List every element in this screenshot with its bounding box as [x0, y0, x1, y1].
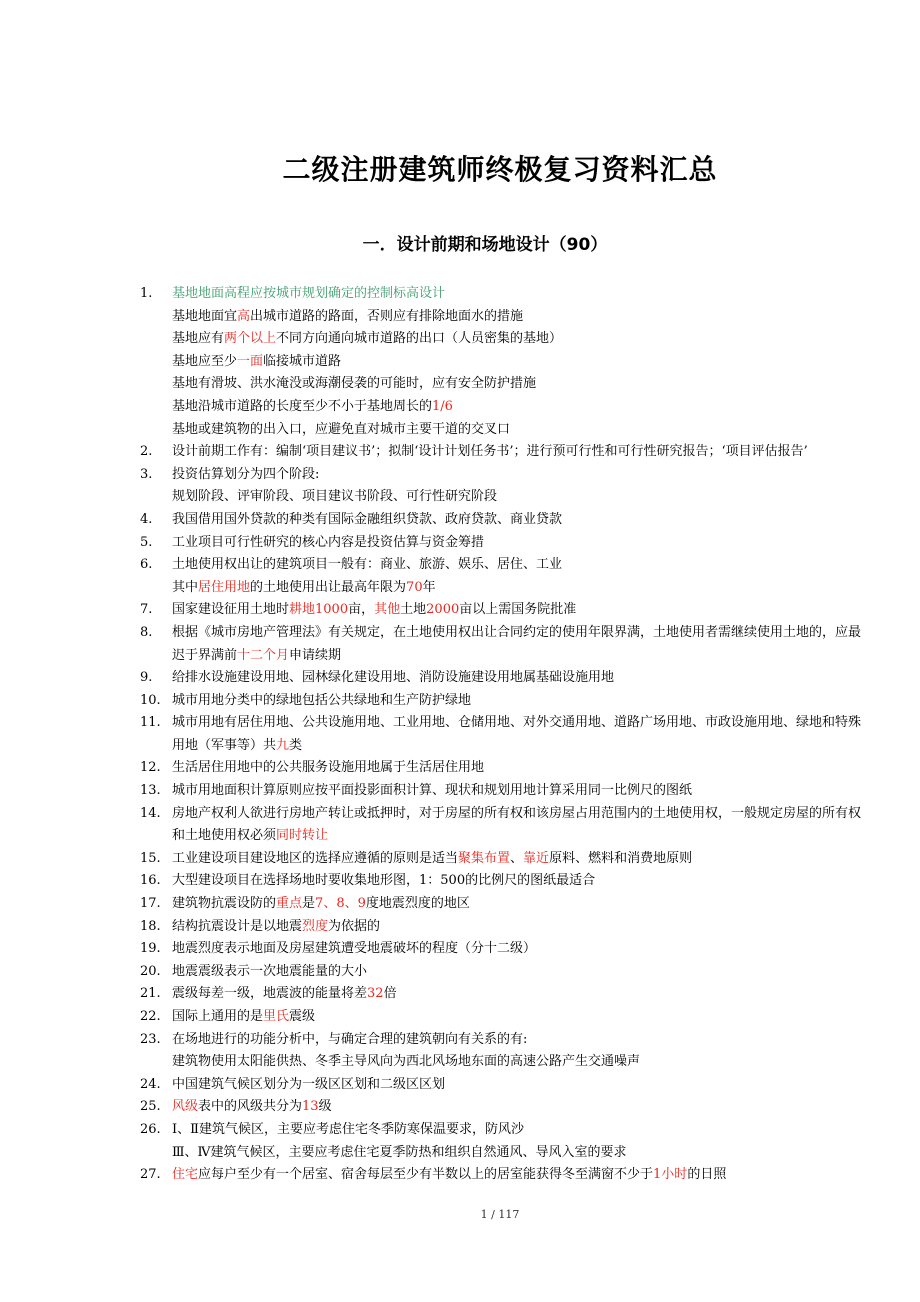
text-segment: 年	[422, 579, 436, 595]
item-text	[172, 1142, 865, 1165]
list-item	[140, 1164, 865, 1187]
list-item	[140, 893, 865, 916]
text-segment: 级	[318, 1099, 332, 1115]
list-item	[140, 283, 865, 306]
highlighted-text: 一面	[237, 353, 264, 369]
item-number	[140, 328, 172, 351]
highlighted-text: 九	[276, 737, 290, 753]
list-item	[140, 1119, 865, 1142]
item-number	[140, 351, 172, 374]
list-item	[140, 306, 865, 329]
highlighted-text: 靠近	[523, 850, 550, 866]
item-number: 25.	[140, 1099, 161, 1115]
text-segment: 申请续期	[289, 647, 342, 663]
highlighted-text: 高	[237, 308, 251, 324]
list-item	[140, 373, 865, 396]
item-number	[140, 419, 172, 442]
item-text	[172, 983, 865, 1006]
highlighted-text: 其他	[374, 602, 401, 618]
text-segment: 土地	[400, 602, 427, 618]
item-text	[172, 283, 865, 306]
item-text	[172, 419, 865, 442]
text-segment: 震级每差一级，地震波的能量将差	[172, 986, 368, 1002]
item-number	[140, 577, 172, 600]
highlighted-text: 耕地1000	[289, 602, 349, 618]
highlighted-text: 2000	[426, 602, 460, 618]
highlighted-text: 两个以上	[224, 331, 277, 347]
item-text	[172, 306, 865, 329]
item-text	[172, 396, 865, 419]
list-item	[140, 328, 865, 351]
text-segment: 工业项目可行性研究的核心内容是投资估算与资金筹措	[172, 534, 485, 550]
item-number: 18.	[140, 918, 161, 934]
list-item	[140, 757, 865, 780]
text-segment: Ⅲ、Ⅳ建筑气候区，主要应考虑住宅夏季防热和组织自然通风、导风入室的要求	[172, 1144, 627, 1160]
text-segment: 城市用地有居住用地、公共设施用地、工业用地、仓储用地、对外交通用地、道路广场用地、市政设施用地、绿地和特殊用地（军事等）共	[172, 715, 862, 753]
item-number	[140, 486, 172, 509]
item-text	[172, 870, 865, 893]
text-segment: 基地应至少	[172, 353, 238, 369]
item-text	[172, 464, 865, 487]
text-segment: 工业建设项目建设地区的选择应遵循的原则是适当	[172, 850, 459, 866]
item-number: 8.	[140, 624, 153, 640]
text-segment: 中国建筑气候区划分为一级区区划和二级区区划	[172, 1076, 446, 1092]
text-segment: 为依据的	[328, 918, 381, 934]
item-text	[172, 1074, 865, 1097]
item-text	[172, 712, 865, 757]
list-item	[140, 577, 865, 600]
text-segment: 投资估算划分为四个阶段:	[172, 466, 320, 482]
text-segment: 其中	[172, 579, 199, 595]
item-number: 11.	[140, 715, 161, 731]
highlighted-text: 十二个月	[237, 647, 290, 663]
text-segment: 、	[510, 850, 524, 866]
list-item	[140, 938, 865, 961]
item-number	[140, 306, 172, 329]
text-segment: 度地震烈度的地区	[365, 896, 470, 912]
list-item	[140, 599, 865, 622]
text-segment: 的日照	[687, 1167, 727, 1183]
item-number: 22.	[140, 1009, 161, 1024]
highlighted-text: 重点	[276, 896, 303, 912]
highlighted-text: 风级	[172, 1099, 199, 1115]
text-segment: 规划阶段、评审阶段、项目建议书阶段、可行性研究阶段	[172, 489, 498, 505]
item-number	[140, 1142, 172, 1165]
highlighted-text: 里氏	[263, 1009, 290, 1024]
highlighted-text: 1/6	[432, 398, 453, 414]
list-item	[140, 667, 865, 690]
text-segment: 生活居住用地中的公共服务设施用地属于生活居住用地	[172, 760, 485, 776]
item-number: 23.	[140, 1031, 161, 1047]
text-segment: 基地沿城市道路的长度至少不小于基地周长的	[172, 398, 433, 414]
text-segment: 结构抗震设计是以地震	[172, 918, 303, 934]
list-item	[140, 983, 865, 1006]
highlighted-text: 聚集布置	[458, 850, 511, 866]
item-text	[172, 893, 865, 916]
list-item	[140, 441, 865, 464]
item-list	[140, 283, 865, 1187]
list-item	[140, 848, 865, 871]
item-number: 19.	[140, 941, 161, 957]
text-segment: 的土地使用出让最高年限为	[250, 579, 407, 595]
item-number: 5.	[140, 534, 153, 550]
item-number: 13.	[140, 783, 161, 799]
item-number: 24.	[140, 1076, 161, 1092]
item-number: 2.	[140, 444, 153, 460]
highlighted-text: 同时转让	[276, 828, 329, 844]
text-segment: 基地有滑坡、洪水淹没或海潮侵袭的可能时，应有安全防护措施	[172, 376, 537, 392]
item-text	[172, 667, 865, 690]
item-number: 26.	[140, 1121, 161, 1137]
list-item	[140, 486, 865, 509]
item-text	[172, 690, 865, 713]
item-number: 4.	[140, 511, 153, 527]
text-segment: 国家建设征用土地时	[172, 602, 290, 618]
list-item	[140, 1029, 865, 1052]
highlighted-text: 居住用地	[198, 579, 251, 595]
list-item	[140, 712, 865, 757]
item-text	[172, 554, 865, 577]
text-segment: Ⅰ、Ⅱ建筑气候区，主要应考虑住宅冬季防寒保温要求，防风沙	[172, 1121, 524, 1137]
item-text	[172, 757, 865, 780]
item-text	[172, 373, 865, 396]
item-number: 21.	[140, 986, 161, 1002]
item-number: 16.	[140, 873, 161, 889]
item-number: 27.	[140, 1167, 161, 1183]
highlighted-text: 32	[367, 986, 384, 1002]
text-segment: 土地使用权出让的建筑项目一般有：商业、旅游、娱乐、居住、工业	[172, 557, 563, 573]
section-title: 一．设计前期和场地设计（90）	[362, 235, 608, 255]
item-text	[172, 848, 865, 871]
item-text	[172, 1164, 865, 1187]
item-text	[172, 599, 865, 622]
item-text	[172, 1051, 865, 1074]
text-segment: 房地产权利人欲进行房地产转让或抵押时，对于房屋的所有权和该房屋占用范围内的土地使用权，一般规定房屋的所有权和土地使用权必须	[172, 805, 862, 844]
text-segment: 不同方向通向城市道路的出口（人员密集的基地）	[276, 331, 563, 347]
item-text	[172, 577, 865, 600]
list-item	[140, 1006, 865, 1029]
item-number: 17.	[140, 896, 161, 912]
text-segment: 建筑物使用太阳能供热、冬季主导风向为西北风场地东面的高速公路产生交通噪声	[172, 1054, 641, 1070]
highlighted-text: 基地地面高程应按城市规划确定的控制标高设计	[172, 286, 446, 301]
item-text	[172, 961, 865, 984]
document-title: 二级注册建筑师终极复习资料汇总	[282, 153, 718, 186]
item-number: 3.	[140, 466, 153, 482]
text-segment: 给排水设施建设用地、园林绿化建设用地、消防设施建设用地属基础设施用地	[172, 670, 615, 686]
text-segment: 大型建设项目在选择场地时要收集地形图，1：500的比例尺的图纸最适合	[172, 873, 596, 889]
text-segment: 应每户至少有一个居室、宿舍每层至少有半数以上的居室能获得冬至满窗不少于	[198, 1167, 654, 1183]
text-segment: 出城市道路的路面，否则应有排除地面水的措施	[250, 308, 524, 324]
highlighted-text: 1小时	[653, 1167, 688, 1183]
text-segment: 临接城市道路	[263, 353, 342, 369]
text-segment: 根据《城市房地产管理法》有关规定，在土地使用权出让合同约定的使用年限界满，土地使用者需继续使用土地的，应最迟于界满前	[172, 624, 862, 663]
item-number: 12.	[140, 760, 161, 776]
item-text	[172, 1029, 865, 1052]
list-item	[140, 690, 865, 713]
text-segment: 是	[302, 896, 316, 912]
item-text	[172, 486, 865, 509]
highlighted-text: 7、8、9	[315, 896, 366, 912]
text-segment: 我国借用国外贷款的种类有国际金融组织贷款、政府贷款、商业贷款	[172, 511, 563, 527]
item-number: 7.	[140, 602, 153, 618]
text-segment: 倍	[383, 986, 397, 1002]
text-segment: 类	[289, 737, 303, 753]
item-text	[172, 916, 865, 939]
item-text	[172, 780, 865, 803]
item-text	[172, 441, 865, 464]
item-number: 6.	[140, 557, 153, 573]
text-segment: 城市用地面积计算原则应按平面投影面积计算、现状和规划用地计算采用同一比例尺的图纸	[172, 783, 693, 799]
list-item	[140, 532, 865, 555]
text-segment: 震级	[289, 1009, 316, 1024]
item-number: 1.	[140, 286, 153, 301]
list-item	[140, 1096, 865, 1119]
text-segment: 国际上通用的是	[172, 1009, 264, 1024]
item-text	[172, 622, 865, 667]
text-segment: 亩，	[348, 602, 375, 618]
item-number	[140, 1051, 172, 1074]
item-text	[172, 938, 865, 961]
text-segment: 地震震级表示一次地震能量的大小	[172, 963, 368, 979]
list-item	[140, 509, 865, 532]
item-number	[140, 396, 172, 419]
highlighted-text: 住宅	[172, 1167, 199, 1183]
list-item	[140, 961, 865, 984]
text-segment: 设计前期工作有：编制‘项目建议书’；拟制‘设计计划任务书’；进行预可行性和可行性研究报告；‘项目评估报告’	[172, 444, 808, 460]
page-number: 1 / 117	[480, 1208, 520, 1221]
list-item	[140, 464, 865, 487]
text-segment: 基地或建筑物的出入口，应避免直对城市主要干道的交叉口	[172, 421, 511, 437]
highlighted-text: 烈度	[302, 918, 329, 934]
item-number: 20.	[140, 963, 161, 979]
item-number	[140, 373, 172, 396]
text-segment: 亩以上需国务院批准	[459, 602, 577, 618]
text-segment: 表中的风级共分为	[198, 1099, 303, 1115]
text-segment: 基地地面宜	[172, 308, 238, 324]
text-segment: 在场地进行的功能分析中，与确定合理的建筑朝向有关系的有:	[172, 1031, 528, 1047]
item-text	[172, 1096, 865, 1119]
item-number: 15.	[140, 850, 161, 866]
item-text	[172, 509, 865, 532]
list-item	[140, 1074, 865, 1097]
list-item	[140, 780, 865, 803]
text-segment: 城市用地分类中的绿地包括公共绿地和生产防护绿地	[172, 692, 472, 708]
list-item	[140, 1142, 865, 1165]
text-segment: 建筑物抗震设防的	[172, 896, 277, 912]
item-number: 9.	[140, 670, 153, 686]
highlighted-text: 13	[302, 1099, 319, 1115]
item-text	[172, 351, 865, 374]
item-text	[172, 1119, 865, 1142]
item-text	[172, 1006, 865, 1029]
item-number: 14.	[140, 805, 161, 821]
list-item	[140, 554, 865, 577]
list-item	[140, 622, 865, 667]
item-text	[172, 328, 865, 351]
item-number: 10.	[140, 692, 161, 708]
list-item	[140, 916, 865, 939]
list-item	[140, 1051, 865, 1074]
list-item	[140, 870, 865, 893]
list-item	[140, 351, 865, 374]
item-text	[172, 803, 865, 848]
highlighted-text: 70	[406, 579, 423, 595]
text-segment: 原料、燃料和消费地原则	[549, 850, 693, 866]
list-item	[140, 396, 865, 419]
list-item	[140, 803, 865, 848]
text-segment: 地震烈度表示地面及房屋建筑遭受地震破坏的程度（分十二级）	[172, 941, 537, 957]
text-segment: 基地应有	[172, 331, 225, 347]
list-item	[140, 419, 865, 442]
item-text	[172, 532, 865, 555]
